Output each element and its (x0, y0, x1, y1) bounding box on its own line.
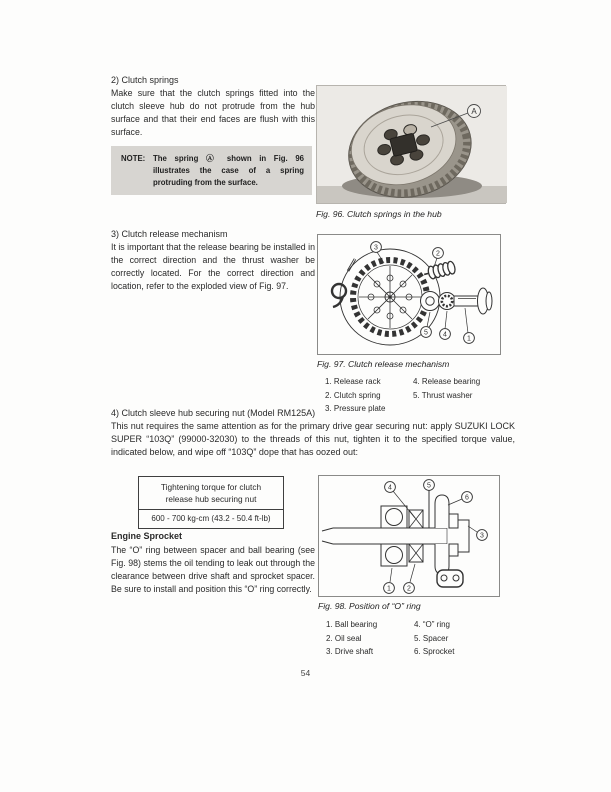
callout-label-a: A (471, 107, 477, 116)
fig98-part: 6. Sprocket (414, 647, 455, 656)
svg-text:4: 4 (443, 331, 447, 339)
fig97-part: 5. Thrust washer (413, 390, 473, 400)
svg-text:6: 6 (465, 494, 469, 502)
section-securing-nut (111, 407, 515, 459)
clutch-release-diagram (318, 235, 500, 354)
svg-text:5: 5 (427, 482, 431, 490)
svg-text:4: 4 (388, 484, 392, 492)
fig97-part: 1. Release rack (325, 377, 381, 386)
section-heading-clutch-springs: 2) Clutch springs (111, 75, 179, 85)
fig97-part: 4. Release bearing (413, 377, 481, 386)
note-box (111, 146, 312, 195)
fig98-callouts (384, 480, 488, 594)
section-heading-securing-nut: 4) Clutch sleeve hub securing nut (Model RM125A) (111, 408, 316, 418)
fig97-caption: Fig. 97. Clutch release mechanism (317, 359, 450, 369)
fig97-drawing (317, 234, 501, 355)
page-number: 54 (300, 668, 311, 678)
section-engine-sprocket (111, 530, 315, 596)
svg-text:2: 2 (407, 585, 411, 593)
svg-text:2: 2 (436, 250, 440, 258)
release-bearing (439, 293, 456, 310)
release-rack-clip (332, 284, 346, 307)
figure-97 (317, 234, 501, 416)
figure-98 (318, 475, 500, 659)
oil-seal-bottom (409, 544, 423, 562)
clutch-spring-coil (423, 261, 457, 281)
section-heading-engine-sprocket: Engine Sprocket (111, 531, 183, 541)
torque-label: Tightening torque for clutch release hub securing nut (160, 482, 262, 504)
note-text: The spring Ⓐ shown in Fig. 96 illustrates the case of a spring protruding from the surface. (153, 154, 304, 187)
note-label: NOTE: (121, 154, 146, 163)
fig97-part: 3. Pressure plate (325, 404, 386, 413)
fig98-drawing (318, 475, 500, 597)
thrust-washer (421, 292, 440, 311)
oring-position-diagram (319, 476, 499, 596)
svg-text:5: 5 (424, 329, 428, 337)
fig98-part: 1. Ball bearing (326, 620, 378, 629)
torque-value: 600 - 700 kg-cm (43.2 - 50.4 ft-lb) (139, 509, 283, 528)
fig98-part: 4. “O” ring (414, 620, 451, 629)
fig98-part: 3. Drive shaft (326, 647, 374, 656)
fig97-callouts (371, 242, 475, 344)
section-body-securing-nut: This nut requires the same attention as for the primary drive gear securing nut: apply SUZUKI LOCK SUPER “103Q” (99000-32030) to the threads of this nut, tighten it to the specified torque value, indicated below, and wipe off “103Q” dope that has oozed out: (111, 421, 515, 457)
fig98-part: 5. Spacer (414, 633, 449, 643)
svg-text:3: 3 (374, 244, 378, 252)
fig98-part: 2. Oil seal (326, 633, 362, 643)
figure-96 (316, 85, 506, 219)
svg-text:1: 1 (467, 335, 471, 343)
sprocket-top (435, 495, 458, 528)
section-body-clutch-springs: Make sure that the clutch springs fitted into the clutch sleeve hub do not protrude from the hub surface and that their end faces are flush with this surface. (111, 88, 315, 137)
svg-text:3: 3 (480, 532, 484, 540)
release-rack-shaft (454, 288, 492, 314)
section-heading-clutch-release: 3) Clutch release mechanism (111, 229, 228, 239)
ball-bearing-bottom (381, 544, 407, 566)
sprocket-bottom (435, 544, 463, 587)
clutch-hub-photo-art (317, 86, 507, 203)
section-body-engine-sprocket: The “O” ring between spacer and ball bearing (see Fig. 98) stems the oil tending to leak out through the clearance between drive shaft and sprocket spacer. Be sure to install and position this “O” ring correctly. (111, 545, 315, 594)
ball-bearing-top (381, 506, 407, 528)
fig96-caption: Fig. 96. Clutch springs in the hub (316, 209, 442, 219)
torque-spec-box (138, 476, 284, 529)
fig98-parts-list (326, 618, 500, 659)
section-clutch-springs (111, 74, 315, 139)
fig98-caption: Fig. 98. Position of “O” ring (318, 601, 421, 611)
section-body-clutch-release: It is important that the release bearing be installed in the correct direction and the thrust washer be correctly located. For the correct direction and location, refer to the exploded view of Fig. 97. (111, 242, 315, 291)
fig97-part: 2. Clutch spring (325, 390, 381, 400)
fig96-photo (316, 85, 506, 204)
svg-text:1: 1 (387, 585, 391, 593)
section-clutch-release (111, 228, 315, 293)
